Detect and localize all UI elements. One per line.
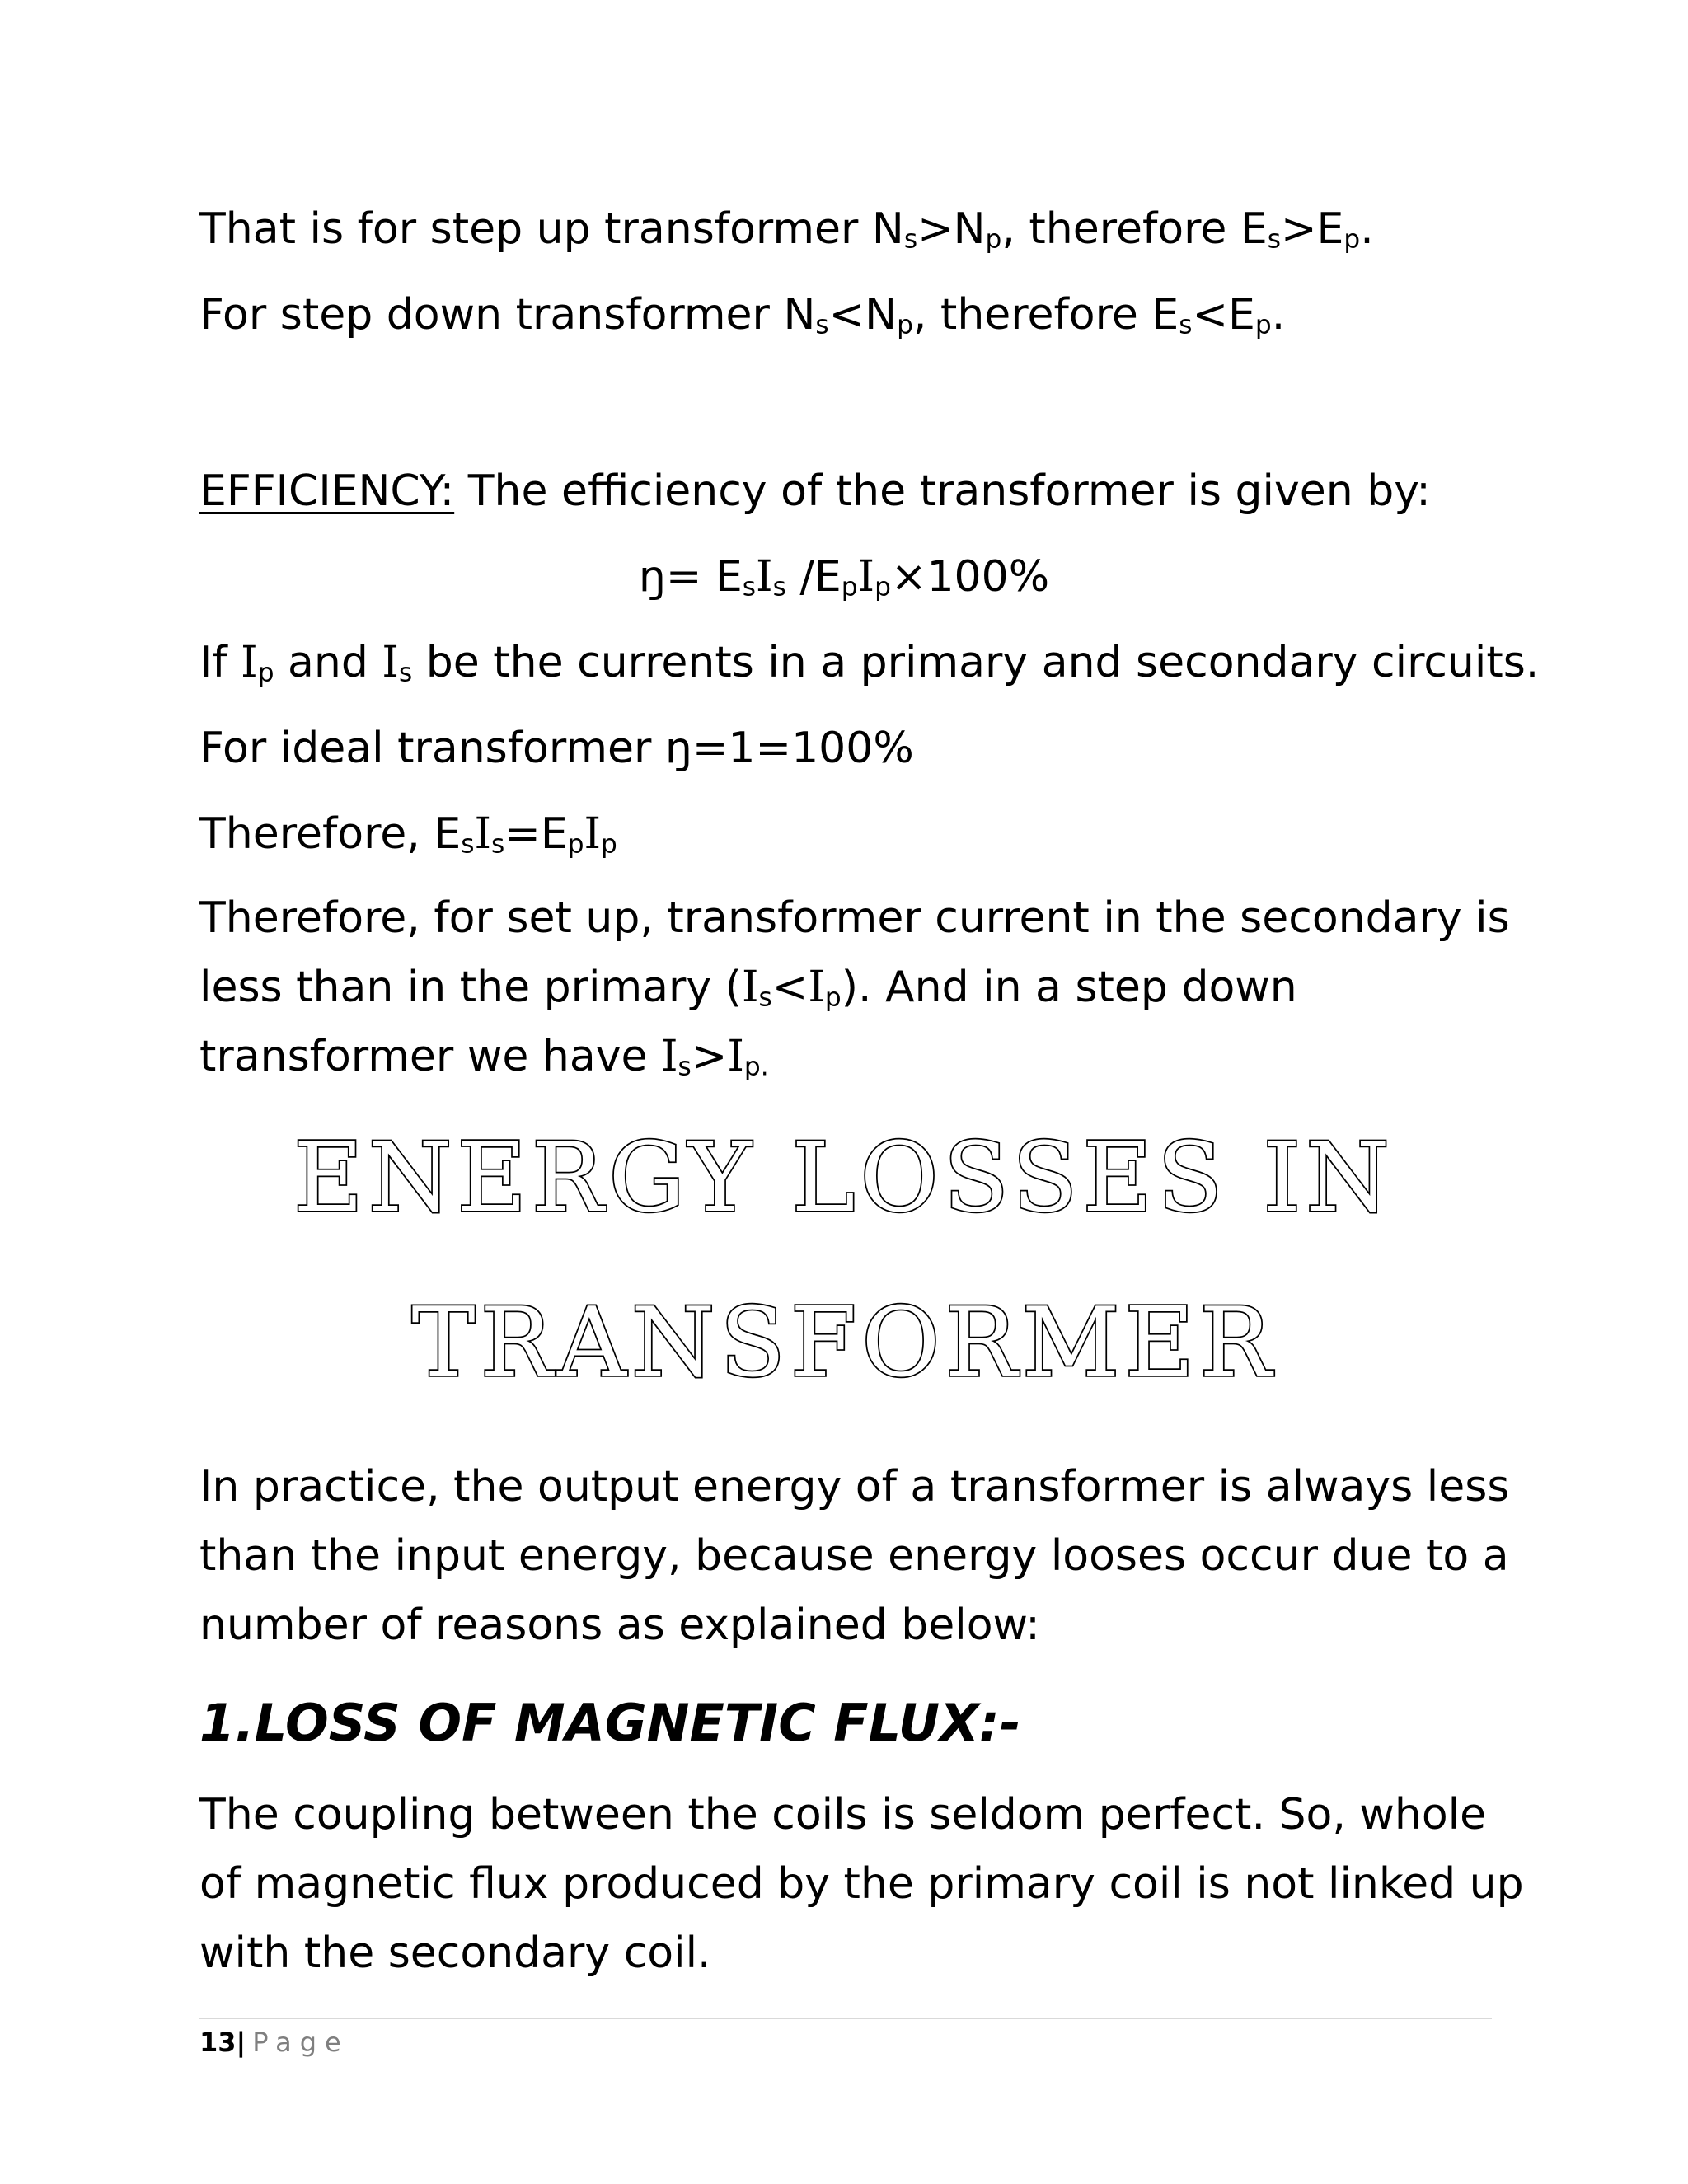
section-title-line-2: TRANSFORMER	[411, 1287, 1277, 1399]
intro-line-3: number of reasons as explained below:	[199, 1601, 1040, 1650]
step-down-line: For step down transformer $N_s<N_p$, therefore $E_s<E_p$.	[199, 290, 1286, 340]
intro-line-2: than the input energy, because energy looses occur due to a	[199, 1531, 1509, 1581]
conclusion-line-1: Therefore, for set up, transformer current in the secondary is	[199, 893, 1510, 943]
step-up-line: That is for step up transformer $N_s>N_p$, therefore $E_s>E_p$.	[199, 204, 1374, 255]
conclusion-line-3: transformer we have $I_s>I_{p.}$	[199, 1032, 769, 1082]
therefore-line: Therefore, $E_sI_s=E_pI_p$	[199, 809, 617, 860]
section1-line-3: with the secondary coil.	[199, 1929, 711, 1978]
efficiency-formula: ŋ= $E_sI_s$ $/E_pI_p\times 100\%$	[638, 552, 1050, 602]
section-title-line-1: ENERGY LOSSES IN	[293, 1122, 1395, 1234]
currents-line: If $I_p$ and $I_s$ be the currents in a primary and secondary circuits.	[199, 638, 1540, 688]
intro-line-1: In practice, the output energy of a transformer is always less	[199, 1462, 1510, 1511]
efficiency-label: EFFICIENCY:	[199, 466, 455, 516]
footer-separator: |	[236, 2027, 246, 2058]
ideal-line: For ideal transformer ŋ=1=100%	[199, 724, 914, 773]
efficiency-line: EFFICIENCY: The efficiency of the transformer is given by:	[199, 466, 1431, 516]
conclusion-line-2: less than in the primary $(I_s<I_p)$. And in a step down	[199, 963, 1297, 1013]
page-number: 13	[199, 2027, 237, 2058]
page-label: Page	[252, 2027, 349, 2058]
footer-divider	[199, 2018, 1492, 2019]
page-footer	[199, 2026, 349, 2059]
subsection-heading: 1.LOSS OF MAGNETIC FLUX:-	[199, 1693, 1021, 1753]
section1-line-2: of magnetic flux produced by the primary coil is not linked up	[199, 1859, 1524, 1909]
section1-line-1: The coupling between the coils is seldom perfect. So, whole	[199, 1790, 1487, 1840]
